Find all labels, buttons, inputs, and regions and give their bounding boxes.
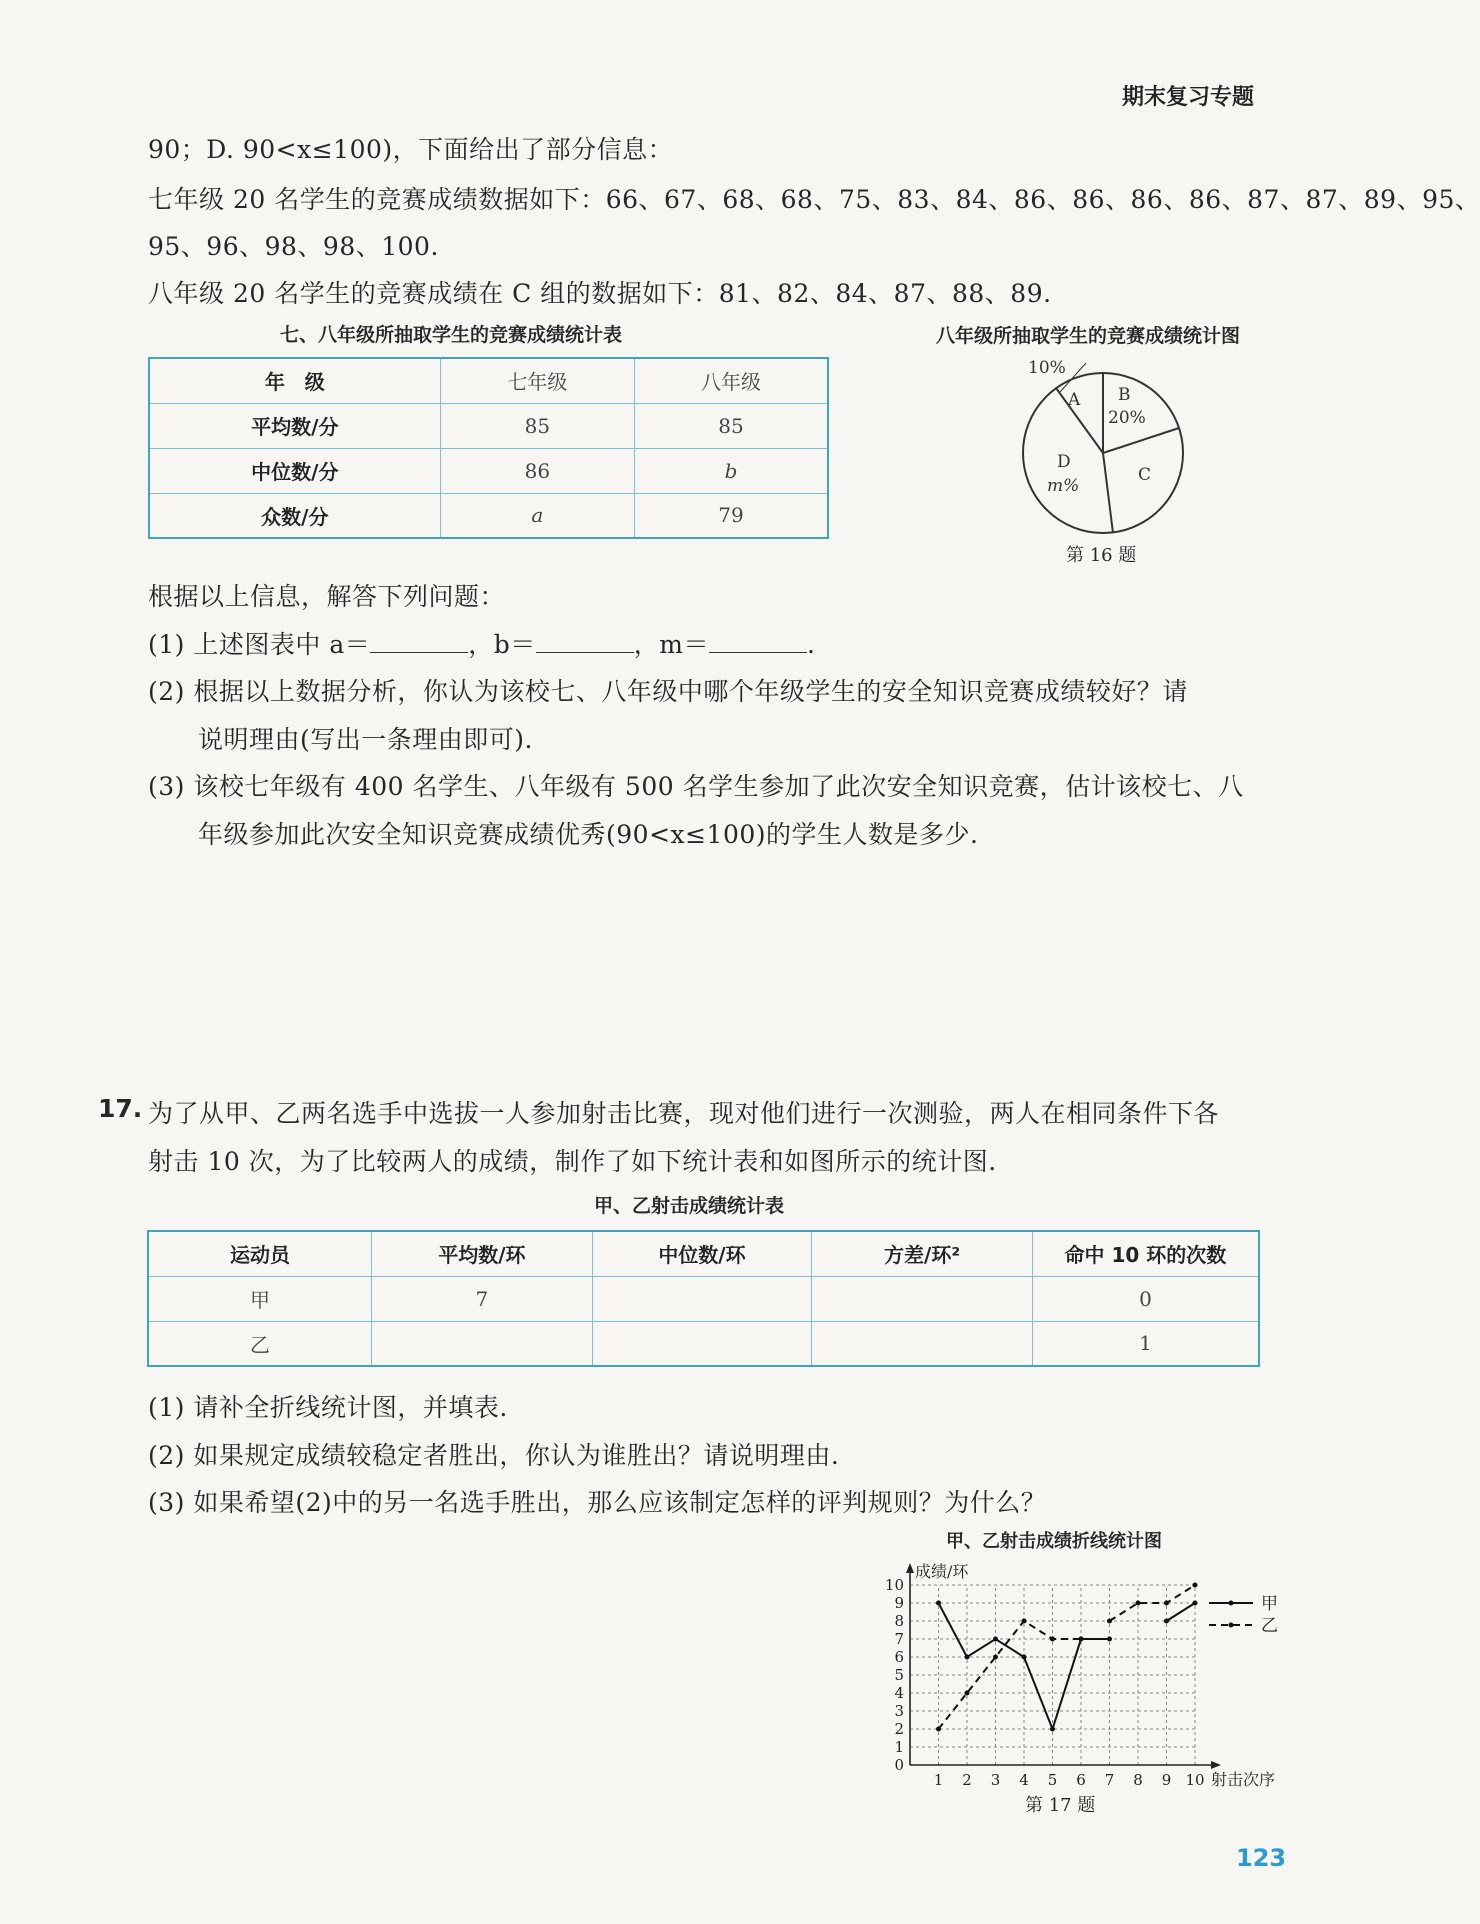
x-tick-label: 5 <box>1047 1771 1058 1789</box>
series-yi-point <box>965 1691 970 1696</box>
series-jia-line <box>1167 1603 1196 1621</box>
sub2-text: 如果规定成绩较稳定者胜出，你认为谁胜出？请说明理由. <box>193 1441 840 1470</box>
sub-number: (2) <box>148 1441 185 1470</box>
table-cell: b <box>635 448 828 493</box>
header-cell: 年 级 <box>149 358 440 403</box>
y-tick-label: 1 <box>894 1738 904 1756</box>
sub1-b-text: ，b＝ <box>468 630 536 659</box>
q16-sub2-line1 <box>148 672 1188 708</box>
q17-sub3 <box>148 1483 1046 1519</box>
table-cell: 86 <box>440 448 634 493</box>
table-cell: 7 <box>372 1276 593 1321</box>
series-yi-point <box>1107 1619 1112 1624</box>
series-jia-point <box>1164 1619 1169 1624</box>
pie-label-b-pct: 20% <box>1108 408 1146 428</box>
row-label: 众数/分 <box>149 493 440 538</box>
table-row <box>148 1276 1259 1321</box>
series-jia-point <box>1050 1727 1055 1732</box>
sub2-text: 根据以上数据分析，你认为该校七、八年级中哪个年级学生的安全知识竞赛成绩较好？请 <box>193 677 1188 706</box>
q16-grade7-data-1: 七年级 20 名学生的竞赛成绩数据如下：66、67、68、68、75、83、84、86、86、86、86、87、87、89、95、 <box>148 185 1480 214</box>
y-tick-label: 9 <box>894 1594 904 1612</box>
pie-label-b: B <box>1118 385 1131 405</box>
x-tick-label: 3 <box>990 1771 1001 1789</box>
q17-sub2 <box>148 1436 839 1472</box>
answer-blank-m[interactable] <box>709 630 807 653</box>
series-yi-point <box>993 1655 998 1660</box>
table-row <box>148 1321 1259 1366</box>
x-axis-arrow <box>1211 1761 1221 1769</box>
answer-blank-a[interactable] <box>370 630 468 653</box>
series-jia-point <box>1022 1655 1027 1660</box>
q16-stats-table <box>148 357 829 539</box>
table-row <box>149 403 828 448</box>
series-yi-point <box>1079 1637 1084 1642</box>
q16-sub1 <box>148 625 815 661</box>
x-tick-label: 8 <box>1133 1771 1143 1789</box>
q16-sub3-line1 <box>148 767 1244 803</box>
header-cell: 八年级 <box>635 358 828 403</box>
sub-number: (3) <box>148 1488 185 1517</box>
pie-label-c: C <box>1138 465 1152 485</box>
table-header-row <box>148 1231 1259 1276</box>
series-yi-point <box>1050 1637 1055 1642</box>
sub-number: (3) <box>148 772 185 801</box>
legend-marker <box>1229 1601 1234 1606</box>
legend-label: 乙 <box>1261 1616 1278 1636</box>
series-yi-point <box>1022 1619 1027 1624</box>
section-title: 期末复习专题 <box>1122 85 1255 110</box>
q16-intro: 90；D. 90<x≤100)，下面给出了部分信息： <box>148 135 674 164</box>
q16-grade7-data-2: 95、96、98、98、100. <box>148 232 439 261</box>
series-yi-point <box>1136 1601 1141 1606</box>
table-cell: 1 <box>1032 1321 1259 1366</box>
y-tick-label: 0 <box>894 1756 904 1774</box>
header-cell: 命中 10 环的次数 <box>1032 1231 1259 1276</box>
series-jia-point <box>936 1601 941 1606</box>
line-chart <box>850 1550 1280 1789</box>
sub3-text: 该校七年级有 400 名学生、八年级有 500 名学生参加了此次安全知识竞赛，估计该校七、八 <box>193 772 1244 801</box>
sub1-end: . <box>806 630 816 659</box>
x-tick-label: 6 <box>1076 1771 1086 1789</box>
q16-grade8-data: 八年级 20 名学生的竞赛成绩在 C 组的数据如下：81、82、84、87、88、89. <box>148 279 1052 308</box>
q17-figure-caption: 第 17 题 <box>1025 1795 1096 1816</box>
table-cell-blank[interactable] <box>812 1276 1033 1321</box>
table-header-row <box>149 358 828 403</box>
q17-line2: 射击 10 次，为了比较两人的成绩，制作了如下统计表和如图所示的统计图. <box>148 1147 997 1176</box>
table-row <box>149 448 828 493</box>
row-label: 中位数/分 <box>149 448 440 493</box>
sub3-text: 如果希望(2)中的另一名选手胜出，那么应该制定怎样的评判规则？为什么？ <box>193 1488 1047 1517</box>
page-number: 123 <box>1236 1844 1287 1872</box>
header-cell: 中位数/环 <box>592 1231 812 1276</box>
sub-number: (2) <box>148 677 185 706</box>
table-cell-blank[interactable] <box>592 1321 812 1366</box>
y-tick-label: 2 <box>894 1720 904 1738</box>
x-tick-label: 2 <box>962 1771 972 1789</box>
pie-divider-bc <box>1103 428 1179 453</box>
header-cell: 七年级 <box>440 358 634 403</box>
y-tick-label: 8 <box>894 1612 904 1630</box>
y-tick-label: 3 <box>894 1702 904 1720</box>
series-jia-point <box>1107 1637 1112 1642</box>
q17-table-caption: 甲、乙射击成绩统计表 <box>594 1195 785 1217</box>
series-jia-point <box>965 1655 970 1660</box>
pie-label-a: A <box>1068 390 1081 410</box>
series-jia-point <box>993 1637 998 1642</box>
answer-blank-b[interactable] <box>536 630 634 653</box>
x-tick-label: 7 <box>1104 1771 1115 1789</box>
x-tick-label: 9 <box>1161 1771 1172 1789</box>
table-cell-blank[interactable] <box>812 1321 1033 1366</box>
pie-chart <box>1000 350 1220 570</box>
sub1-text: 请补全折线统计图，并填表. <box>193 1393 508 1422</box>
table-cell: 85 <box>440 403 634 448</box>
series-yi-point <box>1164 1601 1169 1606</box>
series-jia-point <box>1193 1601 1198 1606</box>
table-cell: 79 <box>635 493 828 538</box>
sub1-a-text: 上述图表中 a＝ <box>193 630 371 659</box>
sub1-m-text: ，m＝ <box>633 630 709 659</box>
legend-label: 甲 <box>1261 1594 1278 1614</box>
header-cell: 方差/环² <box>812 1231 1033 1276</box>
y-axis-label: 成绩/环 <box>915 1562 969 1581</box>
x-axis-label: 射击次序 <box>1211 1770 1276 1789</box>
x-tick-label: 4 <box>1019 1771 1029 1789</box>
table-cell: 0 <box>1032 1276 1259 1321</box>
q16-figure-caption: 第 16 题 <box>1066 545 1137 566</box>
header-cell: 平均数/环 <box>372 1231 593 1276</box>
x-tick-label: 1 <box>933 1771 944 1789</box>
header-cell: 运动员 <box>148 1231 372 1276</box>
y-tick-label: 7 <box>894 1630 904 1648</box>
y-tick-label: 6 <box>894 1648 904 1666</box>
sub-number: (1) <box>148 1393 185 1422</box>
q17-number: 17. <box>98 1094 143 1123</box>
x-tick-label: 10 <box>1185 1771 1205 1789</box>
table-row <box>149 493 828 538</box>
y-tick-label: 10 <box>884 1576 904 1594</box>
line-chart-title: 甲、乙射击成绩折线统计图 <box>946 1531 1162 1552</box>
pie-divider-cd <box>1103 453 1113 533</box>
row-label: 乙 <box>148 1321 372 1366</box>
table-cell-blank[interactable] <box>592 1276 812 1321</box>
pie-label-d: D <box>1057 452 1071 472</box>
q17-sub1 <box>148 1388 508 1424</box>
q16-table-caption: 七、八年级所抽取学生的竞赛成绩统计表 <box>280 324 623 346</box>
series-yi-point <box>936 1727 941 1732</box>
y-axis-arrow <box>906 1563 914 1573</box>
series-yi-point <box>1193 1583 1198 1588</box>
sub-number: (1) <box>148 630 185 659</box>
table-cell: a <box>440 493 634 538</box>
pie-label-a-pct: 10% <box>1028 358 1066 378</box>
y-tick-label: 4 <box>894 1684 904 1702</box>
row-label: 平均数/分 <box>149 403 440 448</box>
q16-sub3-line2: 年级参加此次安全知识竞赛成绩优秀(90<x≤100)的学生人数是多少. <box>198 820 979 849</box>
table-cell-blank[interactable] <box>372 1321 593 1366</box>
table-cell: 85 <box>635 403 828 448</box>
pie-title: 八年级所抽取学生的竞赛成绩统计图 <box>936 325 1241 347</box>
q16-sub2-line2: 说明理由(写出一条理由即可). <box>198 725 533 754</box>
q17-line1: 为了从甲、乙两名选手中选拔一人参加射击比赛，现对他们进行一次测验，两人在相同条件下各 <box>148 1099 1220 1128</box>
q17-stats-table <box>147 1230 1260 1367</box>
row-label: 甲 <box>148 1276 372 1321</box>
y-tick-label: 5 <box>894 1666 904 1684</box>
pie-label-d-pct: m% <box>1047 476 1080 496</box>
legend-marker <box>1229 1623 1234 1628</box>
q16-prompt: 根据以上信息，解答下列问题： <box>148 582 506 611</box>
